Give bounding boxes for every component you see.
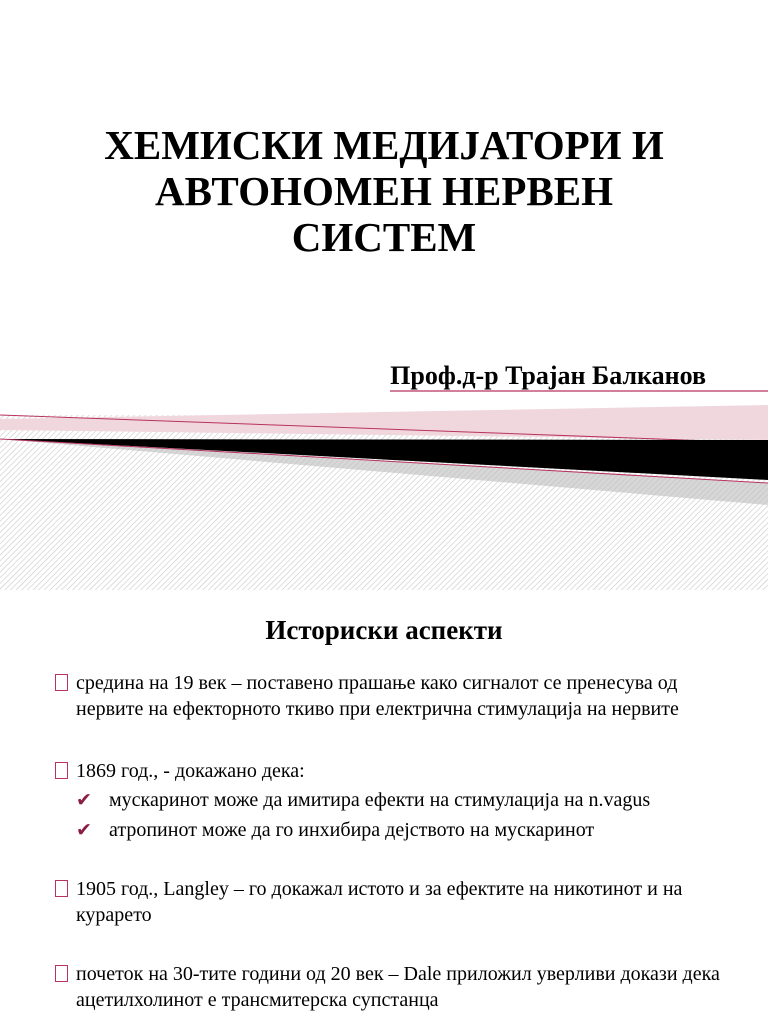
sub-list-item xyxy=(76,787,736,813)
sub-list-item-text: мускаринот може да имитира ефекти на стимулација на n.vagus xyxy=(109,789,651,811)
list-item-text: средина на 19 век – поставено прашање како сигналот се пренесува од нервите на ефекторното ткиво при електрична стимулација на нервите xyxy=(76,672,679,720)
sub-list-item-text: атропинот може да го инхибира дејството на мускаринот xyxy=(109,819,595,841)
square-bullet-icon xyxy=(55,762,68,779)
square-bullet-icon xyxy=(55,965,68,982)
section-title: Историски аспекти xyxy=(265,615,503,645)
list-item xyxy=(55,758,735,784)
list-item xyxy=(55,961,735,1013)
list-item-text: 1905 год., Langley – го докажал истото и за ефектите на никотинот и на курарето xyxy=(76,878,683,926)
checkmark-icon: ✔ xyxy=(76,789,92,811)
list-item xyxy=(55,876,735,928)
sub-list-item xyxy=(76,817,736,843)
author-name: Проф.д-р Трајан Балканов xyxy=(390,361,706,390)
slide-title: ХЕМИСКИ МЕДИЈАТОРИ И АВТОНОМЕН НЕРВЕН СИСТЕМ xyxy=(104,122,664,260)
list-item-text: почеток на 30-тите години од 20 век – Dale приложил уверливи докази дека ацетилхолинот е трансмитерска супстанца xyxy=(76,963,720,1011)
list-item xyxy=(55,670,735,722)
checkmark-icon: ✔ xyxy=(76,819,92,841)
square-bullet-icon xyxy=(55,674,68,691)
list-item-text: 1869 год., - докажано дека: xyxy=(76,760,305,782)
history-slide xyxy=(0,590,768,1024)
square-bullet-icon xyxy=(55,880,68,897)
decorative-stripes xyxy=(0,385,768,590)
